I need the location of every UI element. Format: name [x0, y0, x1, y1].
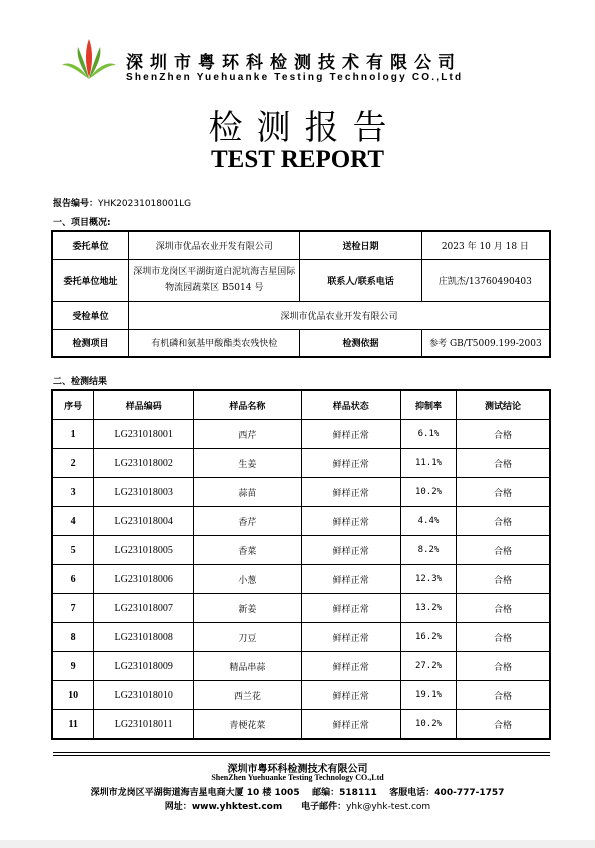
cell-code: LG231018010	[94, 681, 194, 710]
col-header-name: 样品名称	[194, 390, 301, 420]
cell-name: 西芹	[194, 420, 301, 449]
test-basis-label: 检测依据	[300, 329, 421, 357]
client-value: 深圳市优品农业开发有限公司	[129, 231, 300, 259]
cell-conclusion: 合格	[456, 623, 550, 652]
cell-no: 2	[52, 449, 94, 478]
cell-conclusion: 合格	[456, 478, 550, 507]
cell-rate: 10.2%	[401, 478, 457, 507]
table-row	[52, 565, 550, 594]
report-number-label: 报告编号：	[53, 199, 99, 209]
footer-service: 400-777-1757	[434, 788, 505, 798]
cell-conclusion: 合格	[456, 681, 550, 710]
company-name-cn: 深圳市粤环科检测技术有限公司	[126, 53, 462, 73]
cell-code: LG231018007	[94, 594, 194, 623]
cell-state: 鲜样正常	[301, 507, 401, 536]
cell-no: 10	[52, 681, 94, 710]
cell-state: 鲜样正常	[301, 536, 401, 565]
cell-state: 鲜样正常	[301, 594, 401, 623]
client-label: 委托单位	[52, 231, 129, 259]
cell-no: 8	[52, 623, 94, 652]
cell-conclusion: 合格	[456, 420, 550, 449]
footer-web-line	[0, 799, 595, 812]
table-row	[52, 420, 550, 449]
cell-name: 生姜	[194, 449, 301, 478]
cell-no: 9	[52, 652, 94, 681]
table-row	[52, 623, 550, 652]
contact-label: 联系人/联系电话	[300, 259, 421, 301]
company-name-en: ShenZhen Yuehuanke Testing Technology CO.,Ltd	[126, 72, 464, 83]
cell-code: LG231018005	[94, 536, 194, 565]
cell-conclusion: 合格	[456, 652, 550, 681]
cell-no: 6	[52, 565, 94, 594]
cell-rate: 4.4%	[401, 507, 457, 536]
cell-state: 鲜样正常	[301, 681, 401, 710]
report-number	[53, 196, 191, 209]
cell-code: LG231018009	[94, 652, 194, 681]
table-row	[52, 594, 550, 623]
footer-email-label: 电子邮件：	[301, 802, 347, 812]
col-header-state: 样品状态	[301, 390, 401, 420]
report-title-cn: 检测报告	[208, 108, 401, 148]
cell-no: 4	[52, 507, 94, 536]
cell-state: 鲜样正常	[301, 478, 401, 507]
tested-unit-value: 深圳市优品农业开发有限公司	[129, 301, 550, 329]
footer-postcode: 518111	[339, 788, 377, 798]
cell-code: LG231018002	[94, 449, 194, 478]
test-item-value: 有机磷和氨基甲酸酯类农残快检	[129, 329, 300, 357]
cell-state: 鲜样正常	[301, 710, 401, 740]
page-bottom-bar	[0, 840, 595, 848]
footer-company-cn: 深圳市粤环科检测技术有限公司	[227, 764, 368, 775]
cell-no: 7	[52, 594, 94, 623]
cell-conclusion: 合格	[456, 507, 550, 536]
footer-company-en: ShenZhen Yuehuanke Testing Technology CO.,Ltd	[211, 773, 384, 782]
cell-rate: 19.1%	[401, 681, 457, 710]
cell-rate: 10.2%	[401, 710, 457, 740]
cell-conclusion: 合格	[456, 536, 550, 565]
cell-name: 刀豆	[194, 623, 301, 652]
table-row	[52, 478, 550, 507]
footer-divider-2	[53, 755, 550, 756]
footer-web-label: 网址：	[164, 802, 192, 812]
section-title-overview: 一、项目概况:	[53, 218, 111, 228]
footer-address-line	[0, 785, 595, 798]
table-row	[52, 681, 550, 710]
cell-code: LG231018011	[94, 710, 194, 740]
report-title-en: TEST REPORT	[210, 146, 385, 173]
table-row	[52, 449, 550, 478]
col-header-conclusion: 测试结论	[456, 390, 550, 420]
table-row	[52, 652, 550, 681]
footer-web[interactable]: www.yhktest.com	[191, 802, 283, 812]
cell-conclusion: 合格	[456, 449, 550, 478]
cell-rate: 6.1%	[401, 420, 457, 449]
col-header-no: 序号	[52, 390, 94, 420]
col-header-code: 样品编码	[94, 390, 194, 420]
tested-unit-label: 受检单位	[52, 301, 129, 329]
test-basis-value: 参考 GB/T5009.199-2003	[421, 329, 550, 357]
cell-rate: 13.2%	[401, 594, 457, 623]
cell-code: LG231018001	[94, 420, 194, 449]
table-row	[52, 507, 550, 536]
col-header-rate: 抑制率	[401, 390, 457, 420]
date-label: 送检日期	[300, 231, 421, 259]
results-header-row	[52, 390, 550, 420]
cell-name: 西兰花	[194, 681, 301, 710]
cell-rate: 12.3%	[401, 565, 457, 594]
project-info-table	[51, 230, 551, 358]
test-item-label: 检测项目	[52, 329, 129, 357]
footer-divider	[53, 752, 550, 753]
cell-conclusion: 合格	[456, 594, 550, 623]
cell-conclusion: 合格	[456, 565, 550, 594]
table-row	[52, 536, 550, 565]
cell-no: 5	[52, 536, 94, 565]
section-title-results: 二、检测结果	[53, 377, 108, 387]
cell-state: 鲜样正常	[301, 652, 401, 681]
cell-name: 新姜	[194, 594, 301, 623]
contact-value: 庄凯杰/13760490403	[421, 259, 550, 301]
cell-rate: 8.2%	[401, 536, 457, 565]
footer-postcode-label: 邮编：	[312, 788, 340, 798]
table-row	[52, 710, 550, 740]
cell-no: 3	[52, 478, 94, 507]
address-label: 委托单位地址	[52, 259, 129, 301]
cell-name: 香菜	[194, 536, 301, 565]
cell-rate: 11.1%	[401, 449, 457, 478]
cell-no: 1	[52, 420, 94, 449]
cell-name: 精品串蒜	[194, 652, 301, 681]
cell-name: 小葱	[194, 565, 301, 594]
cell-name: 蒜苗	[194, 478, 301, 507]
cell-state: 鲜样正常	[301, 565, 401, 594]
cell-code: LG231018008	[94, 623, 194, 652]
date-value: 2023 年 10 月 18 日	[421, 231, 550, 259]
results-table	[51, 389, 551, 740]
footer-address: 深圳市龙岗区平湖街道海吉星电商大厦 10 楼 1005	[90, 788, 300, 798]
cell-state: 鲜样正常	[301, 420, 401, 449]
address-value: 深圳市龙岗区平湖街道白泥坑海吉星国际物流园蔬菜区 B5014 号	[129, 259, 300, 301]
leaf-plant-logo-icon	[60, 35, 118, 83]
cell-rate: 27.2%	[401, 652, 457, 681]
cell-state: 鲜样正常	[301, 623, 401, 652]
cell-name: 香芹	[194, 507, 301, 536]
cell-code: LG231018004	[94, 507, 194, 536]
cell-code: LG231018003	[94, 478, 194, 507]
cell-state: 鲜样正常	[301, 449, 401, 478]
report-number-value: YHK20231018001LG	[98, 199, 192, 209]
cell-conclusion: 合格	[456, 710, 550, 740]
cell-code: LG231018006	[94, 565, 194, 594]
cell-rate: 16.2%	[401, 623, 457, 652]
footer-service-label: 客服电话：	[389, 788, 435, 798]
footer-email[interactable]: yhk@yhk-test.com	[346, 802, 431, 812]
cell-name: 青梗花菜	[194, 710, 301, 740]
cell-no: 11	[52, 710, 94, 740]
